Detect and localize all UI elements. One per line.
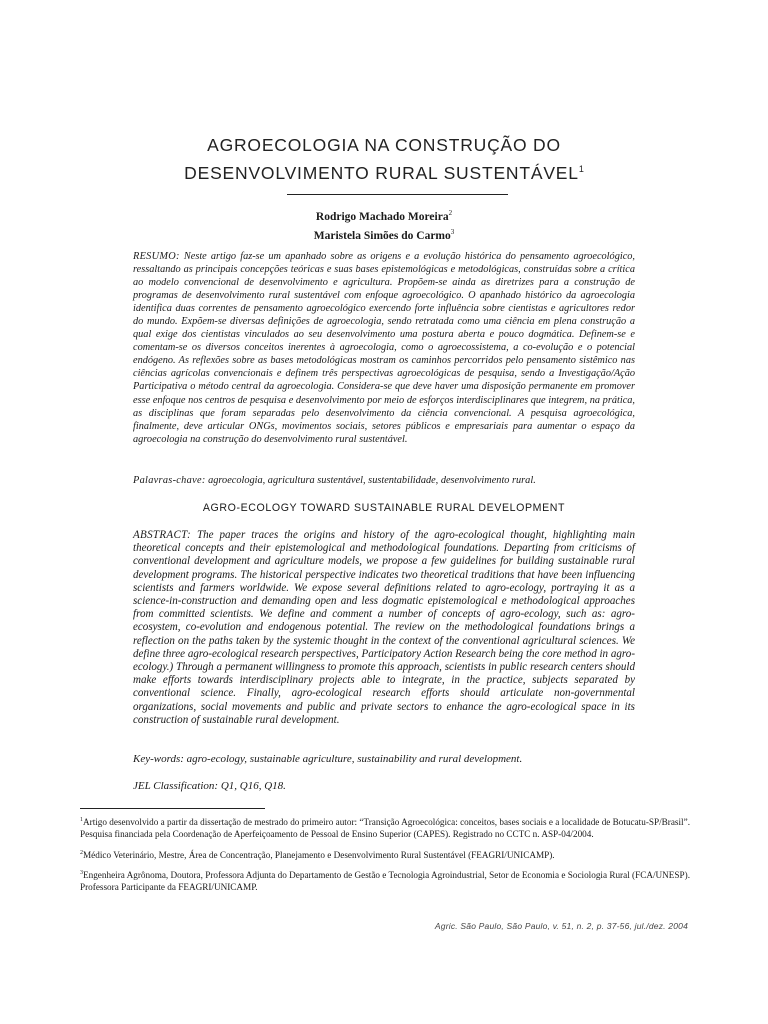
- abstract-text: The paper traces the origins and history of the agro-ecological thought, highlighting main theoretical concepts and their epistemological and methodological foundations. Departing from criticisms of conventional development and agriculture models, we propose a few guidelines for building sustainable rural development programs. The historical perspective indicates two theoretical traditions that have been influencing scientists and farmers worldwide. We expose several definitions related to agro-ecology, portraying it as a science-in-construction and demanding open and less dogmatic epistemological e methodological approaches from committed scientists. We define and comment a number of concepts of agro-ecology, such as: agro-ecosystem, co-evolution and endogenous potential. The review on the methodological foundations brings a reflection on the paths taken by the systemic thought in the context of the conventional agricultural sciences. We define three agro-ecological research perspectives, Participatory Action Research being the core method in agro-ecology.) Through a permanent willingness to promote this approach, scientists in public research centers should make efforts towards interdisciplinary projects able to integrate, in the practice, subjects separated by conventional science. Finally, agro-ecological research efforts should articulate non-governmental organizations, social movements and public and private sectors to enhance the agro-ecological space in its construction of sustainable rural development.: [133, 529, 635, 726]
- key-words-text: agro-ecology, sustainable agriculture, sustainability and rural development.: [186, 753, 523, 765]
- journal-citation: Agric. São Paulo, São Paulo, v. 51, n. 2, p. 37-56, jul./dez. 2004: [434, 921, 688, 931]
- key-words-label: Key-words:: [133, 753, 184, 765]
- article-title-line-2-text: DESENVOLVIMENTO RURAL SUSTENTÁVEL: [184, 162, 579, 183]
- author-2-note: 3: [450, 227, 455, 236]
- abstract-paragraph: [133, 529, 635, 727]
- footnote-2-num: 2: [80, 849, 83, 856]
- palavras-chave-label: Palavras-chave:: [133, 475, 206, 486]
- key-words: [133, 752, 635, 766]
- resumo-paragraph: [133, 250, 635, 446]
- title-footnote-marker: 1: [578, 164, 584, 174]
- author-2: [180, 225, 588, 244]
- author-2-name: Maristela Simões do Carmo: [313, 229, 451, 242]
- footnotes: [80, 814, 690, 900]
- footnote-3-text: Engenheira Agrônoma, Doutora, Professora Adjunta do Departamento de Gestão e Tecnologia Agroindustrial, Setor de Economia e Sociologia Rural (FCA/UNESP). Professora Participante da FEAGRI/UNICAMP.: [80, 870, 690, 893]
- english-title: AGRO-ECOLOGY TOWARD SUSTAINABLE RURAL DEVELOPMENT: [202, 502, 566, 514]
- footnote-1: [80, 814, 690, 841]
- footnote-1-text: Artigo desenvolvido a partir da dissertação de mestrado do primeiro autor: “Transição Agroecológica: conceitos, bases sociais e a localidade de Botucatu-SP/Brasil”. Pesquisa financiada pela Coordenação de Aperfeiçoamento de Pessoal de Ensino Superior (CAPES). Registrado no CCTC n. ASP-04/2004.: [80, 817, 690, 840]
- footnote-3: [80, 867, 690, 894]
- jel-classification: [133, 779, 635, 793]
- footnote-1-num: 1: [80, 817, 83, 823]
- footnote-2: [80, 847, 690, 861]
- author-1-name: Rodrigo Machado Moreira: [315, 210, 449, 223]
- footnote-2-text: Médico Veterinário, Mestre, Área de Concentração, Planejamento e Desenvolvimento Rural Sustentável (FEAGRI/UNICAMP).: [83, 849, 555, 860]
- resumo-label: RESUMO:: [133, 251, 180, 262]
- title-divider: [287, 194, 508, 195]
- palavras-chave: [133, 474, 635, 487]
- author-1: [180, 206, 588, 225]
- article-title-line-1: AGROECOLOGIA NA CONSTRUÇÃO DO: [207, 135, 561, 155]
- footnote-3-num: 3: [80, 870, 83, 877]
- abstract-label: ABSTRACT:: [133, 529, 191, 541]
- article-title-line-2: [120, 157, 648, 185]
- resumo-text: Neste artigo faz-se um apanhado sobre as origens e a evolução histórica do pensamento agroecológico, ressaltando as principais concepções teóricas e suas bases epistemológicas e metodológicas, construídas sobre a crítica ao modelo convencional de desenvolvimento e agricultura. Propõem-se ainda as diretrizes para a construção de programas de desenvolvimento rural sustentável com enfoque agroecológico. O apanhado histórico da agroecologia identifica duas correntes de pensamento agroecológico exercendo forte influência sobre cientistas e agricultores redor do mundo. Expõem-se diversas definições de agroecologia, sendo retratada como uma ciência em plena construção a qual exige dos cientistas vinculados ao seu desenvolvimento uma postura aberta e pouco dogmática. Definem-se e comentam-se os diversos conceitos inerentes à agroecologia, como o agroecossistema, a co-evolução e o potencial endógeno. As reflexões sobre as bases metodológicas mostram os caminhos percorridos pelo pensamento sistêmico nas ciências agrícolas convencionais e definem três perspectivas agroecológicas de pesquisa, sendo a Investigação/Ação Participativa o método central da agroecologia. Considera-se que deve haver uma disposição permanente em promover esse enfoque nos centros de pesquisa e desenvolvimento por meio de esforços interdisciplinares que integrem, na prática, as disciplinas que foram separadas pelo desenvolvimento da ciência convencional. A pesquisa agroecológica, finalmente, deve articular ONGs, movimentos sociais, setores públicos e empresariais para aumentar o espaço da agroecologia na construção do desenvolvimento rural sustentável.: [133, 251, 635, 445]
- authors-block: [180, 206, 588, 244]
- article-title: [120, 133, 648, 185]
- footnote-divider: [80, 808, 265, 809]
- palavras-chave-text: agroecologia, agricultura sustentável, sustentabilidade, desenvolvimento rural.: [208, 475, 536, 486]
- author-1-note: 2: [448, 209, 453, 217]
- jel-label: JEL Classification:: [133, 780, 219, 792]
- jel-text: Q1, Q16, Q18.: [220, 780, 286, 792]
